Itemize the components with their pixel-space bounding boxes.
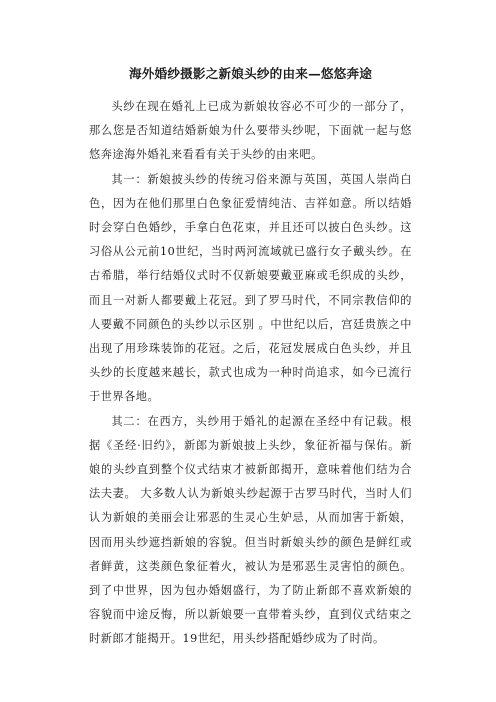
paragraph-origin-one: 其一：新娘披头纱的传统习俗来源与英国，英国人崇尚白色，因为在他们那里白色象征爱情纯洁、吉祥如意。所以结婚时会穿白色婚纱，手拿白色花束，并且还可以披白色头纱。这习俗从公元前10世纪，当时两河流域就已盛行女子戴头纱。在古希腊，举行结婚仪式时不仅新娘要戴亚麻或毛织成的头纱，而且一对新人都要戴上花冠。到了罗马时代，不同宗教信仰的人要戴不同颜色的头纱以示区别 。中世纪以后，宫廷贵族之中出现了用珍珠装饰的花冠。之后，花冠发展成白色头纱，并且头纱的长度越来越长，款式也成为一种时尚追求，如今已流行于世界各地。 (89, 172, 412, 404)
document-title: 海外婚纱摄影之新娘头纱的由来—悠悠奔途 (128, 66, 373, 81)
paragraph-origin-two: 其二：在西方，头纱用于婚礼的起源在圣经中有记载。根据《圣经·旧约》，新郎为新娘披上头纱，象征祈福与保佑。新娘的头纱直到整个仪式结束才被新郎揭开，意味着他们结为合法夫妻。 大多数人认为新娘头纱起源于古罗马时代，当时人们认为新娘的美丽会让邪恶的生灵心生妒忌，从而加害于新娘，因而用头纱遮挡新娘的容貌。但当时新娘头纱的颜色是鲜红或者鲜黄，这类颜色象征着火，被认为是邪恶生灵害怕的颜色。到了中世界，因为包办婚姻盛行，为了防止新郎不喜欢新娘的容貌而中途反悔，所以新娘要一直带着头纱，直到仪式结束之时新郎才能揭开。19世纪，用头纱搭配婚纱成为了时尚。 (89, 414, 412, 646)
paragraph-intro: 头纱在现在婚礼上已成为新娘妆容必不可少的一部分了，那么您是否知道结婚新娘为什么要带头纱呢，下面就一起与悠悠奔途海外婚礼来看看有关于头纱的由来吧。 (89, 100, 412, 162)
